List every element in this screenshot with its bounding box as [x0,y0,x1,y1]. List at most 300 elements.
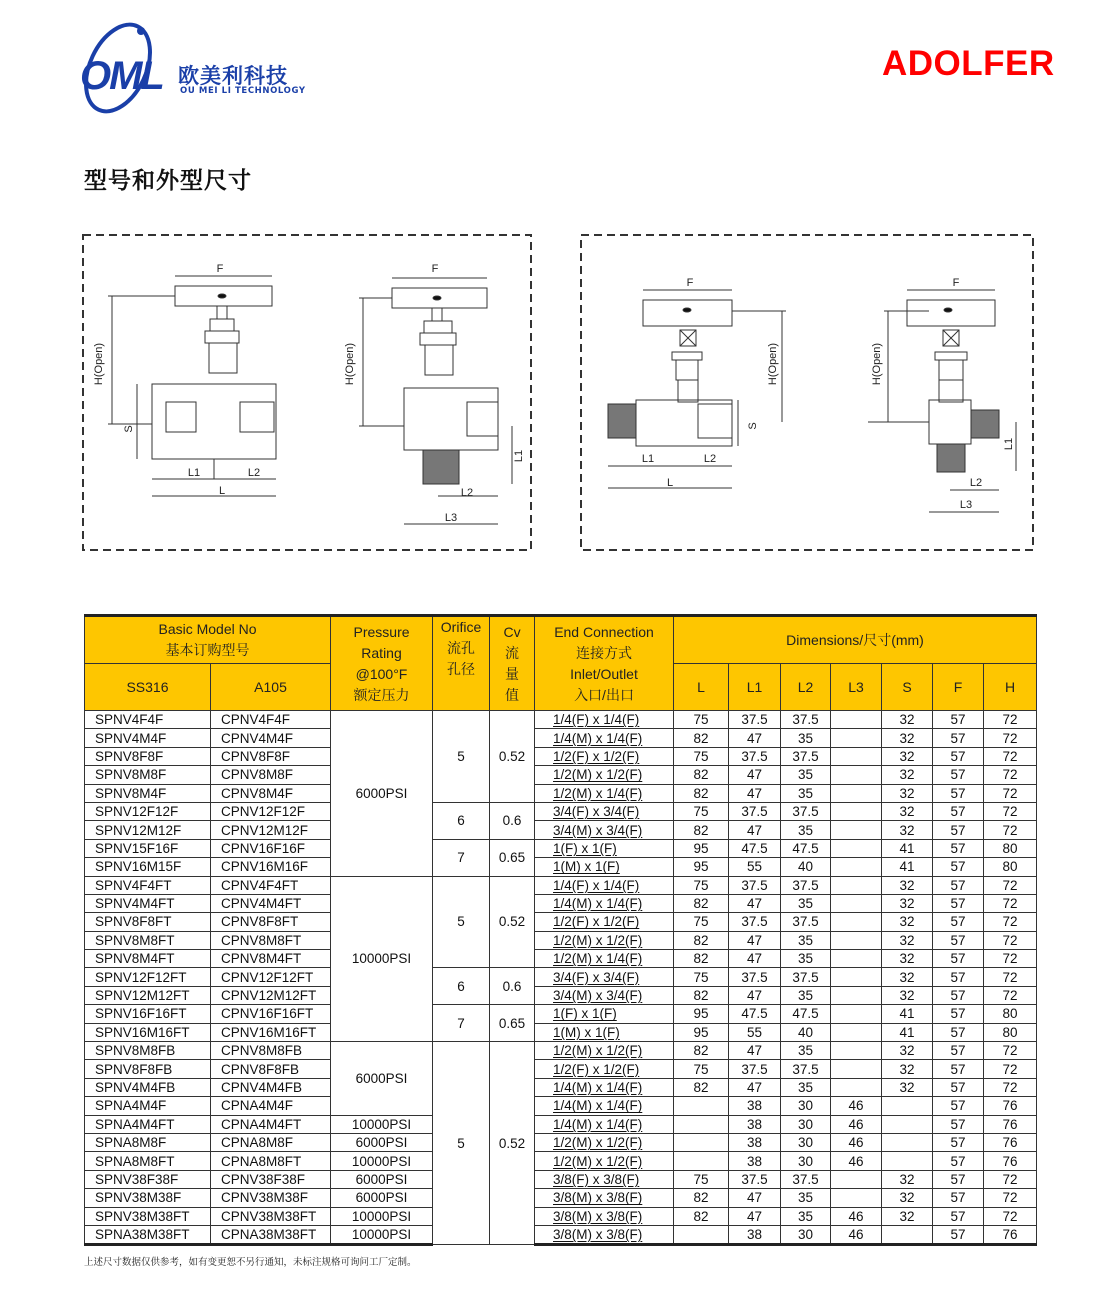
cell-ss316-model: SPNV16F16FT [85,1005,211,1023]
table-row [85,1170,1037,1188]
cell-dim-l3 [831,894,882,912]
cell-orifice: 5 [433,1042,490,1245]
cell-dim-h: 80 [984,1023,1037,1041]
cell-dim-s: 32 [882,729,933,747]
cell-dim-s: 32 [882,950,933,968]
cell-ss316-model: SPNV8F8FB [85,1060,211,1078]
cell-a105-model: CPNV12M12FT [211,986,331,1004]
cell-dim-l2: 35 [781,1078,831,1096]
cell-dim-h: 72 [984,802,1037,820]
cell-dim-h: 72 [984,876,1037,894]
drawing-label-l3-2: L3 [959,499,973,511]
header-pressure-line3: @100°F [355,665,408,682]
cell-orifice: 7 [433,1005,490,1042]
cell-end-connection: 3/8(M) x 3/8(F) [535,1225,674,1244]
cell-dim-l2: 35 [781,931,831,949]
cell-dim-s: 32 [882,1189,933,1207]
table-row [85,931,1037,949]
cell-dim-s [882,1133,933,1151]
cell-end-connection: 3/8(F) x 3/8(F) [535,1170,674,1188]
cell-orifice: 5 [433,876,490,968]
cell-cv: 0.52 [490,1042,535,1245]
cell-pressure-rating: 6000PSI [331,1133,433,1151]
cell-dim-l3: 46 [831,1225,882,1244]
cell-pressure-rating: 10000PSI [331,876,433,1042]
cell-dim-l1: 38 [729,1152,781,1170]
header-conn-line3: Inlet/Outlet [570,665,638,682]
header-pressure [331,616,433,711]
cell-dim-l3 [831,913,882,931]
table-row [85,784,1037,802]
cell-dim-l3: 46 [831,1152,882,1170]
cell-dim-l1: 37.5 [729,802,781,820]
cell-dim-h: 72 [984,747,1037,765]
footnote: 上述尺寸数据仅供参考，如有变更恕不另行通知，未标注规格可询问工厂定制。 [84,1257,417,1268]
cell-a105-model: CPNV38M38FT [211,1207,331,1225]
cell-dim-l2: 40 [781,1023,831,1041]
cell-dim-l1: 37.5 [729,1060,781,1078]
cell-dim-l: 75 [674,802,729,820]
cell-dim-h: 72 [984,968,1037,986]
cell-a105-model: CPNV8M8FT [211,931,331,949]
cell-a105-model: CPNV16M16F [211,858,331,876]
cell-a105-model: CPNV16F16FT [211,1005,331,1023]
header-dim-l: L [674,664,729,711]
cell-dim-h: 80 [984,858,1037,876]
cell-dim-l2: 40 [781,858,831,876]
cell-dim-h: 80 [984,839,1037,857]
cell-dim-f: 57 [933,839,984,857]
logo-mark: OML [80,54,163,98]
cell-dim-h: 72 [984,711,1037,729]
cell-dim-l1: 55 [729,858,781,876]
cell-dim-h: 72 [984,766,1037,784]
cell-a105-model: CPNV8M4F [211,784,331,802]
cell-end-connection: 1/2(M) x 1/4(F) [535,950,674,968]
cell-dim-l3 [831,711,882,729]
cell-dim-l [674,1225,729,1244]
cell-dim-f: 57 [933,986,984,1004]
cell-dim-l: 75 [674,747,729,765]
cell-dim-l1: 47 [729,1078,781,1096]
table-row [85,1023,1037,1041]
cell-dim-l: 82 [674,950,729,968]
cell-ss316-model: SPNV8F8F [85,747,211,765]
cell-dim-l1: 37.5 [729,711,781,729]
cell-dim-l: 82 [674,784,729,802]
header-basic-model [85,616,331,664]
cell-dim-l [674,1133,729,1151]
cell-dim-l: 82 [674,1207,729,1225]
cell-dim-l3 [831,1060,882,1078]
table-row [85,1042,1037,1060]
cell-a105-model: CPNV16F16F [211,839,331,857]
cell-dim-l3 [831,876,882,894]
cell-dim-l2: 30 [781,1115,831,1133]
table-row [85,1115,1037,1133]
cell-end-connection: 1/2(M) x 1/2(F) [535,1152,674,1170]
cell-dim-f: 57 [933,1097,984,1115]
header-conn-line4: 入口/出口 [574,686,634,703]
cell-dim-f: 57 [933,802,984,820]
cell-a105-model: CPNV4M4F [211,729,331,747]
cell-dim-l3 [831,1042,882,1060]
cell-pressure-rating: 6000PSI [331,1170,433,1188]
cell-end-connection: 1(F) x 1(F) [535,1005,674,1023]
brand-name: ADOLFER [882,44,1055,83]
cell-a105-model: CPNV4F4F [211,711,331,729]
table-row [85,839,1037,857]
cell-end-connection: 1/4(M) x 1/4(F) [535,894,674,912]
cell-a105-model: CPNV8M4FT [211,950,331,968]
cell-dim-l1: 47 [729,766,781,784]
cell-end-connection: 1/4(F) x 1/4(F) [535,711,674,729]
cell-dim-l3 [831,986,882,1004]
cell-dim-l2: 35 [781,729,831,747]
cell-dim-l3 [831,931,882,949]
cell-dim-f: 57 [933,1060,984,1078]
angle-valve-drawing [359,278,512,524]
section-title: 型号和外型尺寸 [84,168,252,194]
cell-dim-l: 82 [674,729,729,747]
cell-dim-s: 32 [882,876,933,894]
table-row [85,1078,1037,1096]
drawing-label-l2-3: L2 [703,453,717,465]
cell-dim-l2: 37.5 [781,1060,831,1078]
cell-a105-model: CPNV38M38F [211,1189,331,1207]
cell-dim-h: 76 [984,1152,1037,1170]
logo-english-name: OU MEI LI TECHNOLOGY [180,86,306,96]
cell-dim-h: 80 [984,1005,1037,1023]
cell-cv: 0.6 [490,968,535,1005]
table-row [85,1133,1037,1151]
cell-pressure-rating: 10000PSI [331,1115,433,1133]
cell-dim-f: 57 [933,747,984,765]
cell-dim-l1: 37.5 [729,913,781,931]
cell-ss316-model: SPNV8M8FB [85,1042,211,1060]
cell-ss316-model: SPNV4M4FT [85,894,211,912]
cell-dim-h: 72 [984,729,1037,747]
dimension-drawing-panel-right [580,234,1038,559]
cell-end-connection: 1/2(M) x 1/2(F) [535,1133,674,1151]
cell-dim-l1: 47 [729,1042,781,1060]
table-row [85,1189,1037,1207]
cell-dim-f: 57 [933,858,984,876]
header-orifice-line1: Orifice [440,619,482,635]
table-row [85,1152,1037,1170]
cell-ss316-model: SPNV15F16F [85,839,211,857]
cell-dim-l: 75 [674,968,729,986]
cell-dim-s [882,1225,933,1244]
cell-dim-l: 82 [674,931,729,949]
cell-ss316-model: SPNV8M8FT [85,931,211,949]
model-dimensions-table [84,614,1037,1246]
cell-ss316-model: SPNV38M38FT [85,1207,211,1225]
cell-dim-h: 72 [984,784,1037,802]
cell-dim-l3 [831,839,882,857]
cell-ss316-model: SPNV12F12FT [85,968,211,986]
cell-dim-h: 72 [984,1207,1037,1225]
drawing-label-l1-2: L1 [513,449,525,463]
cell-a105-model: CPNV8M8FB [211,1042,331,1060]
cell-end-connection: 1(M) x 1(F) [535,1023,674,1041]
cell-dim-s: 32 [882,913,933,931]
cell-ss316-model: SPNV4F4F [85,711,211,729]
cell-dim-l1: 37.5 [729,876,781,894]
cell-dim-l1: 47 [729,950,781,968]
header-model-en: Basic Model No [158,621,257,637]
cell-dim-l3 [831,1023,882,1041]
drawing-label-s: S [123,425,135,433]
cell-a105-model: CPNV4F4FT [211,876,331,894]
cell-dim-f: 57 [933,1189,984,1207]
cell-dim-h: 72 [984,821,1037,839]
cell-end-connection: 1/4(F) x 1/4(F) [535,876,674,894]
table-row [85,1005,1037,1023]
table-row [85,802,1037,820]
cell-dim-l3 [831,802,882,820]
cell-orifice: 6 [433,802,490,839]
cell-dim-h: 72 [984,1042,1037,1060]
table-body [85,711,1037,1245]
cell-pressure-rating: 6000PSI [331,1042,433,1116]
drawing-label-l1: L1 [187,467,201,479]
cell-dim-l2: 35 [781,950,831,968]
cell-a105-model: CPNV8F8FB [211,1060,331,1078]
cell-dim-l1: 47 [729,729,781,747]
table-row [85,747,1037,765]
cell-dim-f: 57 [933,876,984,894]
table-row [85,1097,1037,1115]
cell-dim-l3 [831,1078,882,1096]
cell-dim-l [674,1097,729,1115]
cell-dim-l3 [831,968,882,986]
cell-ss316-model: SPNV38F38F [85,1170,211,1188]
drawing-label-l2-4: L2 [969,477,983,489]
drawing-label-h-4: H(Open) [871,342,883,386]
cell-dim-l1: 38 [729,1097,781,1115]
header-cv [490,616,535,711]
cell-dim-l: 82 [674,986,729,1004]
cell-end-connection: 1(M) x 1(F) [535,858,674,876]
cell-a105-model: CPNV38F38F [211,1170,331,1188]
cell-dim-f: 57 [933,950,984,968]
cell-cv: 0.52 [490,876,535,968]
cell-dim-s: 32 [882,1042,933,1060]
cell-dim-l3 [831,766,882,784]
cell-a105-model: CPNV4M4FT [211,894,331,912]
cell-dim-l1: 47 [729,1207,781,1225]
cell-dim-f: 57 [933,766,984,784]
cell-dim-s [882,1152,933,1170]
cell-dim-h: 76 [984,1225,1037,1244]
cell-orifice: 5 [433,711,490,803]
cell-dim-s: 32 [882,1078,933,1096]
header-dim-l1: L1 [729,664,781,711]
cell-ss316-model: SPNV12M12F [85,821,211,839]
header-orifice-line3: 孔径 [447,661,476,677]
cell-pressure-rating: 10000PSI [331,1152,433,1170]
cell-dim-s: 32 [882,784,933,802]
cell-dim-l2: 37.5 [781,968,831,986]
cell-pressure-rating: 10000PSI [331,1225,433,1244]
header-pressure-line4: 额定压力 [353,686,410,703]
cell-dim-l: 82 [674,766,729,784]
cell-dim-f: 57 [933,711,984,729]
table-row [85,950,1037,968]
drawing-label-l: L [218,485,226,497]
cell-a105-model: CPNV16M16FT [211,1023,331,1041]
cell-dim-f: 57 [933,1225,984,1244]
cell-dim-s: 32 [882,766,933,784]
cell-dim-l1: 47 [729,821,781,839]
cell-dim-f: 57 [933,1152,984,1170]
cell-dim-l3 [831,1170,882,1188]
header-dim-s: S [882,664,933,711]
cell-dim-h: 72 [984,1060,1037,1078]
drawing-label-h: H(Open) [93,342,105,386]
cell-pressure-rating: 10000PSI [331,1207,433,1225]
cell-dim-s: 32 [882,931,933,949]
header-pressure-line2: Rating [361,644,402,661]
cell-cv: 0.65 [490,1005,535,1042]
cell-dim-f: 57 [933,1133,984,1151]
cell-dim-h: 72 [984,1170,1037,1188]
cell-dim-l: 75 [674,876,729,894]
cell-dim-h: 72 [984,986,1037,1004]
cell-ss316-model: SPNV4F4FT [85,876,211,894]
header-cv-line1: Cv [503,623,521,640]
cell-dim-l2: 37.5 [781,1170,831,1188]
cell-ss316-model: SPNV8M4F [85,784,211,802]
cell-dim-l2: 37.5 [781,802,831,820]
cell-dim-s: 32 [882,1207,933,1225]
table-row [85,913,1037,931]
cell-dim-l2: 35 [781,766,831,784]
cell-ss316-model: SPNA8M8F [85,1133,211,1151]
header-cv-line4: 值 [505,686,520,703]
cell-dim-s: 41 [882,858,933,876]
cell-dim-l1: 47 [729,1189,781,1207]
cell-dim-l3 [831,729,882,747]
cell-end-connection: 1/2(M) x 1/4(F) [535,784,674,802]
cell-dim-f: 57 [933,1023,984,1041]
cell-dim-s [882,1097,933,1115]
cell-dim-f: 57 [933,931,984,949]
header-cv-line2: 流 [505,644,520,661]
cell-dim-s: 32 [882,747,933,765]
drawing-label-l2: L2 [247,467,261,479]
cell-dim-h: 76 [984,1097,1037,1115]
cell-orifice: 7 [433,839,490,876]
cell-dim-l1: 38 [729,1133,781,1151]
cell-dim-f: 57 [933,1207,984,1225]
table-row [85,894,1037,912]
cell-end-connection: 1/2(F) x 1/2(F) [535,1060,674,1078]
cell-ss316-model: SPNA38M38FT [85,1225,211,1244]
cell-dim-s: 32 [882,968,933,986]
cell-cv: 0.6 [490,802,535,839]
cell-dim-s: 32 [882,1170,933,1188]
cell-dim-l2: 30 [781,1152,831,1170]
cell-dim-l3 [831,821,882,839]
cell-end-connection: 1/4(M) x 1/4(F) [535,1097,674,1115]
table-row [85,711,1037,729]
cell-dim-f: 57 [933,821,984,839]
cell-dim-l2: 30 [781,1133,831,1151]
header-orifice-line2: 流孔 [447,640,476,656]
cell-ss316-model: SPNV8M8F [85,766,211,784]
cell-a105-model: CPNA8M8F [211,1133,331,1151]
cell-dim-l1: 37.5 [729,968,781,986]
header-dim-h: H [984,664,1037,711]
cell-dim-l3 [831,1189,882,1207]
cell-ss316-model: SPNV4M4FB [85,1078,211,1096]
cell-dim-l3: 46 [831,1115,882,1133]
cell-end-connection: 3/4(F) x 3/4(F) [535,968,674,986]
cell-dim-l1: 37.5 [729,1170,781,1188]
header-cv-line3: 量 [505,665,520,682]
table-row [85,821,1037,839]
cell-dim-l: 75 [674,711,729,729]
straight-valve-male-drawing [608,290,786,488]
cell-end-connection: 3/8(M) x 3/8(F) [535,1207,674,1225]
cell-cv: 0.65 [490,839,535,876]
drawing-label-f: F [216,263,224,275]
cell-a105-model: CPNV12M12F [211,821,331,839]
drawing-label-f-4: F [952,277,960,289]
cell-end-connection: 3/4(M) x 3/4(F) [535,986,674,1004]
cell-ss316-model: SPNV8M4FT [85,950,211,968]
company-logo [78,18,318,118]
cell-dim-s: 41 [882,1005,933,1023]
cell-dim-l: 75 [674,913,729,931]
cell-ss316-model: SPNV16M16FT [85,1023,211,1041]
cell-dim-f: 57 [933,913,984,931]
cell-a105-model: CPNA8M8FT [211,1152,331,1170]
cell-dim-s: 41 [882,1023,933,1041]
cell-a105-model: CPNV4M4FB [211,1078,331,1096]
header-end-connection [535,616,674,711]
cell-pressure-rating: 6000PSI [331,1189,433,1207]
drawing-label-l3: L3 [444,512,458,524]
cell-dim-h: 72 [984,950,1037,968]
header-conn-line1: End Connection [554,623,654,640]
cell-dim-l3: 46 [831,1133,882,1151]
cell-dim-f: 57 [933,968,984,986]
cell-ss316-model: SPNA8M8FT [85,1152,211,1170]
cell-dim-s: 32 [882,1060,933,1078]
cell-dim-s: 32 [882,802,933,820]
cell-dim-l1: 47 [729,931,781,949]
cell-a105-model: CPNA4M4FT [211,1115,331,1133]
cell-dim-l: 82 [674,1042,729,1060]
cell-dim-s [882,1115,933,1133]
drawing-label-l1-3: L1 [641,453,655,465]
straight-valve-drawing [108,276,276,496]
cell-a105-model: CPNV12F12FT [211,968,331,986]
logo-chinese-name: 欧美利科技 [178,64,288,88]
cell-dim-f: 57 [933,1115,984,1133]
cell-dim-l2: 35 [781,986,831,1004]
cell-dim-f: 57 [933,894,984,912]
drawing-label-h-2: H(Open) [344,342,356,386]
cell-dim-s: 32 [882,711,933,729]
cell-end-connection: 1(F) x 1(F) [535,839,674,857]
cell-end-connection: 3/4(M) x 3/4(F) [535,821,674,839]
cell-dim-l1: 47 [729,784,781,802]
cell-end-connection: 1/2(M) x 1/2(F) [535,1042,674,1060]
